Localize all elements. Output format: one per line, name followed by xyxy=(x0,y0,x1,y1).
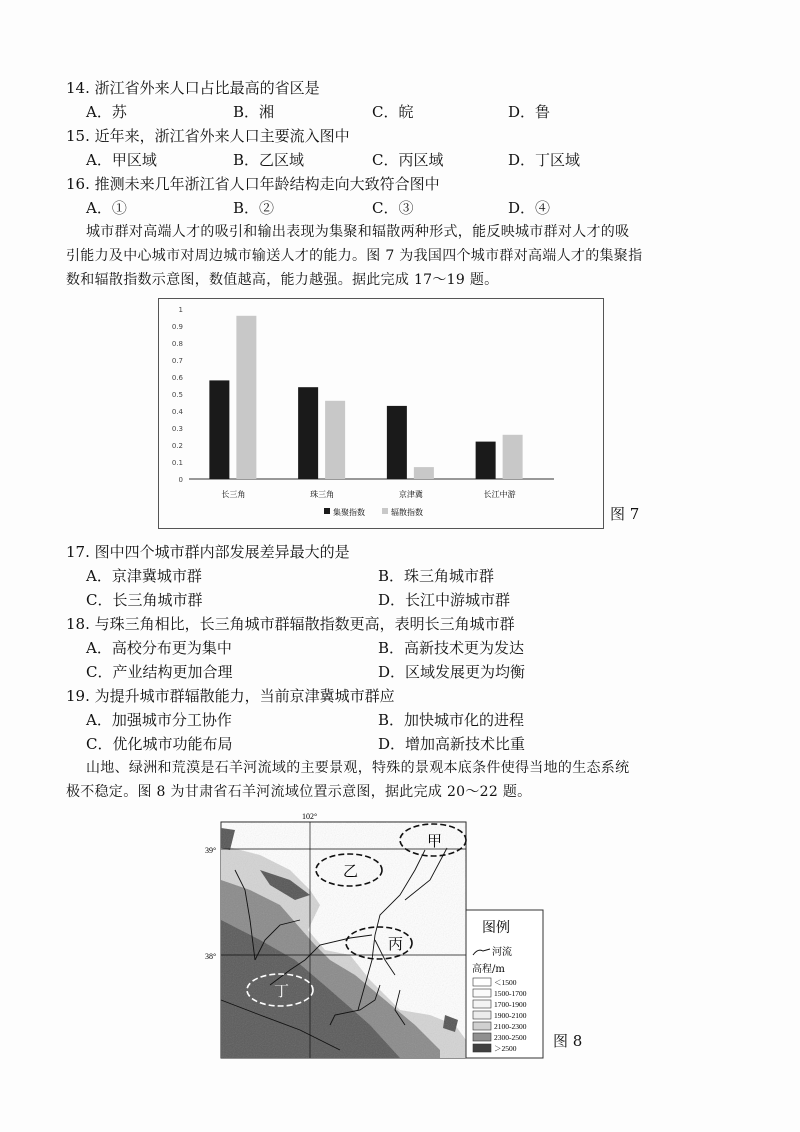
elevation-class-label: 1700-1900 xyxy=(494,1000,527,1009)
y-tick-label: 0.6 xyxy=(171,374,183,382)
legend-title: 图例 xyxy=(482,920,510,936)
q17-option-b: B．珠三角城市群 xyxy=(378,567,495,585)
elevation-swatch xyxy=(473,978,491,986)
question-17-stem: 17. 图中四个城市群内部发展差异最大的是 xyxy=(66,543,350,561)
figure-8-map xyxy=(200,810,550,1065)
q15-option-c: C．丙区域 xyxy=(372,151,444,169)
q16-option-a: A．① xyxy=(86,199,127,217)
y-tick-label: 0 xyxy=(178,476,183,484)
y-tick-label: 0.7 xyxy=(171,357,183,365)
question-18-stem: 18. 与珠三角相比，长三角城市群辐散指数更高，表明长三角城市群 xyxy=(66,615,515,633)
figure-7-label: 图 7 xyxy=(610,505,640,523)
q19-option-b: B．加快城市化的进程 xyxy=(378,711,525,729)
question-19-stem: 19. 为提升城市群辐散能力，当前京津冀城市群应 xyxy=(66,687,395,705)
region-label-yi: 乙 xyxy=(343,862,359,880)
passage-1-line-1: 城市群对高端人才的吸引和输出表现为集聚和辐散两种形式，能反映城市群对人才的吸 xyxy=(86,224,630,240)
elevation-shading xyxy=(221,822,466,1058)
q15-option-b: B．乙区域 xyxy=(233,151,305,169)
question-14-stem: 14. 浙江省外来人口占比最高的省区是 xyxy=(66,79,320,97)
q16-option-d: D．④ xyxy=(508,199,551,217)
longitude-label: 102° xyxy=(302,812,318,821)
y-tick-label: 0.9 xyxy=(171,323,183,331)
x-category-label: 京津冀 xyxy=(398,490,423,499)
bar-radiation xyxy=(414,467,434,479)
question-16-stem: 16. 推测未来几年浙江省人口年龄结构走向大致符合图中 xyxy=(66,175,440,193)
elevation-swatch xyxy=(473,1033,491,1041)
y-tick-label: 0.3 xyxy=(171,425,183,433)
q18-option-b: B．高新技术更为发达 xyxy=(378,639,525,657)
q15-option-d: D．丁区域 xyxy=(508,151,581,169)
passage-2-line-1: 山地、绿洲和荒漠是石羊河流域的主要景观，特殊的景观本底条件使得当地的生态系统 xyxy=(86,760,630,776)
bar-agglomeration xyxy=(387,406,407,479)
q19-option-d: D．增加高新技术比重 xyxy=(378,735,526,753)
elevation-class-label: ＜1500 xyxy=(494,978,517,987)
x-category-label: 珠三角 xyxy=(310,490,335,499)
passage-2-line-2: 极不稳定。图 8 为甘肃省石羊河流域位置示意图，据此完成 20～22 题。 xyxy=(66,784,532,800)
q18-option-c: C．产业结构更加合理 xyxy=(86,663,233,681)
region-label-bing: 丙 xyxy=(388,935,404,953)
legend-swatch xyxy=(382,508,388,514)
chart-svg xyxy=(159,299,603,528)
y-tick-label: 0.2 xyxy=(171,442,183,450)
elevation-swatch xyxy=(473,1044,491,1052)
passage-1-line-3: 数和辐散指数示意图，数值越高，能力越强。据此完成 17～19 题。 xyxy=(66,272,499,288)
bar-agglomeration xyxy=(298,387,318,479)
bar-agglomeration xyxy=(476,442,496,479)
elevation-swatch xyxy=(473,1000,491,1008)
q17-option-c: C．长三角城市群 xyxy=(86,591,203,609)
q14-option-d: D．鲁 xyxy=(508,103,551,121)
latitude-label-39: 39° xyxy=(205,846,217,855)
q19-option-c: C．优化城市功能布局 xyxy=(86,735,233,753)
legend-swatch xyxy=(324,508,330,514)
q17-option-a: A．京津冀城市群 xyxy=(86,567,202,585)
x-category-label: 长三角 xyxy=(221,490,246,499)
q14-option-b: B．湘 xyxy=(233,103,275,121)
figure-7-bar-chart xyxy=(158,298,604,529)
q15-option-a: A．甲区域 xyxy=(86,151,157,169)
elevation-swatch xyxy=(473,1011,491,1019)
q19-option-a: A．加强城市分工协作 xyxy=(86,711,232,729)
y-tick-label: 0.4 xyxy=(171,408,183,416)
map-legend xyxy=(466,910,543,1058)
q16-option-c: C．③ xyxy=(372,199,414,217)
q18-option-d: D．区域发展更为均衡 xyxy=(378,663,526,681)
latitude-label-38: 38° xyxy=(205,952,217,961)
y-tick-label: 0.5 xyxy=(171,391,183,399)
y-tick-label: 1 xyxy=(178,306,183,314)
q18-option-a: A．高校分布更为集中 xyxy=(86,639,232,657)
legend-river-label: 河流 xyxy=(492,947,512,958)
elevation-class-label: 2300-2500 xyxy=(494,1033,527,1042)
q14-option-a: A．苏 xyxy=(86,103,127,121)
bar-radiation xyxy=(503,435,523,479)
region-label-ding: 丁 xyxy=(274,982,290,1000)
legend-label: 辐散指数 xyxy=(391,508,423,517)
bar-radiation xyxy=(325,401,345,479)
q14-option-c: C．皖 xyxy=(372,103,414,121)
question-15-stem: 15. 近年来，浙江省外来人口主要流入图中 xyxy=(66,127,350,145)
elevation-class-label: 1500-1700 xyxy=(494,989,527,998)
figure-8-label: 图 8 xyxy=(553,1032,583,1050)
elevation-class-label: 1900-2100 xyxy=(494,1011,527,1020)
elevation-class-label: 2100-2300 xyxy=(494,1022,527,1031)
bar-agglomeration xyxy=(209,380,229,479)
bar-radiation xyxy=(236,316,256,479)
q17-option-d: D．长江中游城市群 xyxy=(378,591,511,609)
legend-elevation-title: 高程/m xyxy=(472,964,505,975)
elevation-class-label: ＞2500 xyxy=(494,1044,517,1053)
elevation-swatch xyxy=(473,989,491,997)
passage-1-line-2: 引能力及中心城市对周边城市输送人才的能力。图 7 为我国四个城市群对高端人才的集聚指 xyxy=(66,248,643,264)
elevation-swatch xyxy=(473,1022,491,1030)
legend-label: 集聚指数 xyxy=(333,508,365,517)
y-tick-label: 0.1 xyxy=(171,459,183,467)
y-tick-label: 0.8 xyxy=(171,340,183,348)
x-category-label: 长江中游 xyxy=(483,490,516,499)
q16-option-b: B．② xyxy=(233,199,275,217)
region-label-jia: 甲 xyxy=(427,832,443,850)
